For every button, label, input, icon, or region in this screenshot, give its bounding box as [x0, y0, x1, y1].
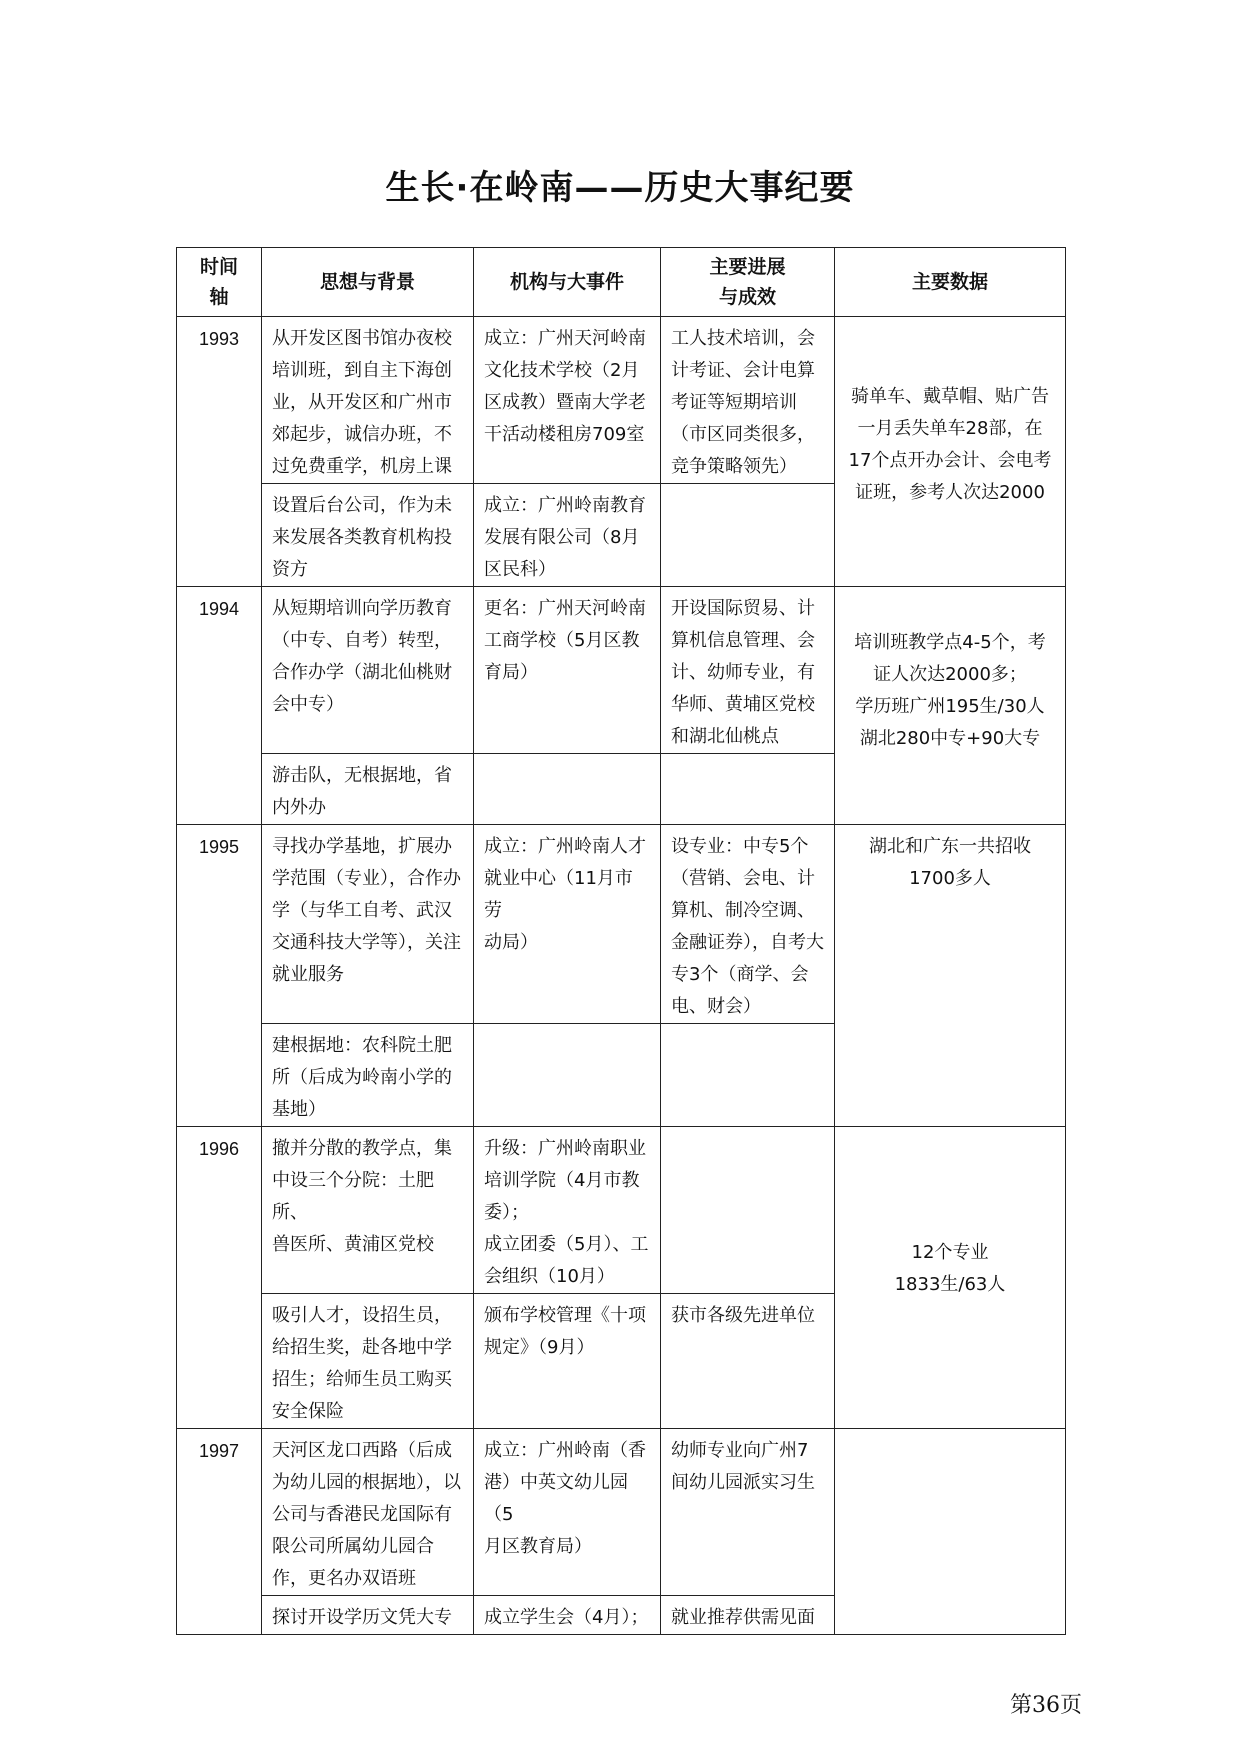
progress-cell	[661, 754, 835, 825]
page-title: 生长·在岭南——历史大事纪要	[385, 168, 855, 208]
data-cell: 12个专业 1833生/63人	[835, 1127, 1066, 1429]
data-cell: 湖北和广东一共招收 1700多人	[835, 825, 1066, 1127]
progress-cell	[661, 1024, 835, 1127]
thought-cell: 从短期培训向学历教育 （中专、自考）转型， 合作办学（湖北仙桃财 会中专）	[262, 587, 474, 754]
table-row	[177, 1429, 1066, 1596]
events-cell: 更名：广州天河岭南 工商学校（5月区教 育局）	[474, 587, 661, 754]
events-cell: 升级：广州岭南职业 培训学院（4月市教 委）； 成立团委（5月）、工 会组织（10月）	[474, 1127, 661, 1294]
thought-cell: 探讨开设学历文凭大专	[262, 1596, 474, 1635]
events-cell: 成立：广州岭南（香 港）中英文幼儿园（5 月区教育局）	[474, 1429, 661, 1596]
page-number: 第36页	[1010, 1693, 1082, 1718]
header-progress: 主要进展 与成效	[661, 248, 835, 317]
header-thought: 思想与背景	[262, 248, 474, 317]
table-row	[177, 587, 1066, 754]
header-data: 主要数据	[835, 248, 1066, 317]
year-cell: 1993	[177, 317, 262, 587]
thought-cell: 从开发区图书馆办夜校 培训班，到自主下海创 业，从开发区和广州市 郊起步，诚信办班，不 过免费重学，机房上课	[262, 317, 474, 484]
history-table	[176, 247, 1066, 1635]
events-cell: 成立：广州岭南教育 发展有限公司（8月 区民科）	[474, 484, 661, 587]
events-cell: 成立学生会（4月）；	[474, 1596, 661, 1635]
thought-cell: 吸引人才，设招生员， 给招生奖，赴各地中学 招生；给师生员工购买 安全保险	[262, 1294, 474, 1429]
events-cell	[474, 754, 661, 825]
data-cell: 骑单车、戴草帽、贴广告 一月丢失单车28部，在 17个点开办会计、会电考 证班，参考人次达2000	[835, 317, 1066, 587]
progress-cell: 开设国际贸易、计 算机信息管理、会 计、幼师专业，有 华师、黄埔区党校 和湖北仙桃点	[661, 587, 835, 754]
progress-cell: 就业推荐供需见面	[661, 1596, 835, 1635]
header-row	[177, 248, 1066, 317]
progress-cell: 幼师专业向广州7 间幼儿园派实习生	[661, 1429, 835, 1596]
thought-cell: 撤并分散的教学点，集 中设三个分院：土肥所、 兽医所、黄浦区党校	[262, 1127, 474, 1294]
progress-cell	[661, 484, 835, 587]
data-cell: 培训班教学点4-5个，考 证人次达2000多； 学历班广州195生/30人 湖北280中专+90大专	[835, 587, 1066, 825]
events-cell: 颁布学校管理《十项 规定》（9月）	[474, 1294, 661, 1429]
thought-cell: 寻找办学基地，扩展办 学范围（专业），合作办 学（与华工自考、武汉 交通科技大学等），关注 就业服务	[262, 825, 474, 1024]
thought-cell: 天河区龙口西路（后成 为幼儿园的根据地），以 公司与香港民龙国际有 限公司所属幼儿园合 作，更名办双语班	[262, 1429, 474, 1596]
header-timeline: 时间 轴	[177, 248, 262, 317]
events-cell	[474, 1024, 661, 1127]
year-cell: 1994	[177, 587, 262, 825]
year-cell: 1996	[177, 1127, 262, 1429]
events-cell: 成立：广州天河岭南 文化技术学校（2月 区成教）暨南大学老 干活动楼租房709室	[474, 317, 661, 484]
year-cell: 1997	[177, 1429, 262, 1635]
progress-cell: 工人技术培训，会 计考证、会计电算 考证等短期培训 （市区同类很多， 竞争策略领先）	[661, 317, 835, 484]
progress-cell	[661, 1127, 835, 1294]
header-events: 机构与大事件	[474, 248, 661, 317]
table-row	[177, 317, 1066, 484]
table-row	[177, 825, 1066, 1024]
thought-cell: 建根据地：农科院土肥 所（后成为岭南小学的 基地）	[262, 1024, 474, 1127]
year-cell: 1995	[177, 825, 262, 1127]
table-row	[177, 1127, 1066, 1294]
thought-cell: 设置后台公司，作为未 来发展各类教育机构投 资方	[262, 484, 474, 587]
events-cell: 成立：广州岭南人才 就业中心（11月市劳 动局）	[474, 825, 661, 1024]
data-cell	[835, 1429, 1066, 1635]
thought-cell: 游击队，无根据地，省 内外办	[262, 754, 474, 825]
progress-cell: 获市各级先进单位	[661, 1294, 835, 1429]
progress-cell: 设专业：中专5个 （营销、会电、计 算机、制冷空调、 金融证券），自考大 专3个（商学、会 电、财会）	[661, 825, 835, 1024]
